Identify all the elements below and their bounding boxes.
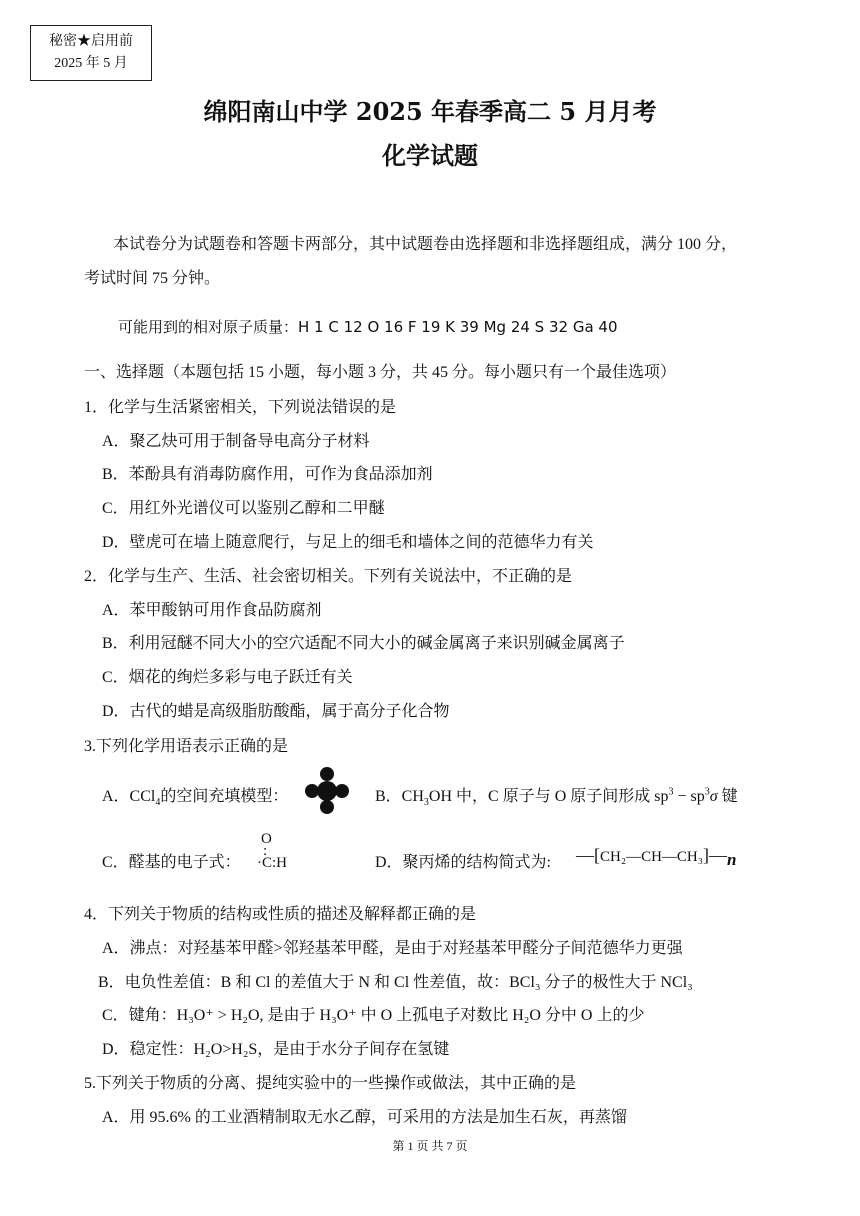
confidential-box [30,25,152,81]
page-footer: 第 1 页 共 7 页 [392,1139,468,1153]
aldehyde-electron-formula: O : ·C:H [257,831,287,871]
q2-option-c: C．烟花的绚烂多彩与电子跃迁有关 [102,669,353,686]
section-heading: 一、选择题（本题包括 15 小题，每小题 3 分，共 45 分。每小题只有一个最佳选项） [84,364,677,381]
q5-option-a: A．用 95.6% 的工业酒精制取无水乙醇，可采用的方法是加生石灰，再蒸馏 [102,1109,627,1126]
q2-option-d: D．古代的蜡是高级脂肪酸酯，属于高分子化合物 [102,703,450,720]
confidential-label: 秘密★启用前 [49,34,133,49]
q1-option-c: C．用红外光谱仪可以鉴别乙醇和二甲醚 [102,500,385,517]
atomic-masses: 可能用到的相对原子质量：H 1 C 12 O 16 F 19 K 39 Mg 24 S 32 Ga 40 [118,318,618,336]
q2-option-b: B．利用冠醚不同大小的空穴适配不同大小的碱金属离子来识别碱金属离子 [102,635,625,652]
q3-option-b: B．$CH_3OH$ 中，C 原子与 O 原子间形成 $sp^3 - sp^3\sigma$ 键 [375,786,738,809]
q1-option-d: D．壁虎可在墙上随意爬行，与足上的细毛和墙体之间的范德华力有关 [102,534,594,551]
q5-stem: 5.下列关于物质的分离、提纯实验中的一些操作或做法，其中正确的是 [84,1075,577,1092]
q3-stem: 3.下列化学用语表示正确的是 [84,738,289,755]
q4-option-a: A．沸点：对羟基苯甲醛>邻羟基苯甲醛，是由于对羟基苯甲醛分子间范德华力更强 [102,940,683,957]
q1-option-a: A．聚乙炔可用于制备导电高分子材料 [102,433,370,450]
q4-stem: 4．下列关于物质的结构或性质的描述及解释都正确的是 [84,906,477,923]
q4-option-c: C．键角：H₃O⁺ > H₂O, 是由于 H₃O⁺ 中 O 上孤电子对数比 H₂O 分中 O 上的少 [102,1007,645,1024]
ccl4-space-filling-model [303,767,351,815]
q4-option-d: D．稳定性：H₂O>H₂S，是由于水分子间存在氢键 [102,1041,450,1058]
q1-option-b: B．苯酚具有消毒防腐作用，可作为食品添加剂 [102,466,433,483]
intro-line-2: 考试时间 75 分钟。 [84,270,221,287]
q3-option-c: C．醛基的电子式： [102,854,241,871]
q3-option-d: D．聚丙烯的结构简式为: [375,854,552,871]
polypropylene-formula: $—[CH_2—CH—CH_3]—_n$ [576,845,737,869]
q1-stem: 1．化学与生活紧密相关，下列说法错误的是 [84,399,397,416]
q4-option-b: B．电负性差值：B 和 Cl 的差值大于 N 和 Cl 性差值，故：BCl₃ 分子的极性大于 NCl₃ [98,974,693,991]
q3-option-a: A．CCl$_4$的空间充填模型： [102,788,289,809]
q2-option-a: A．苯甲酸钠可用作食品防腐剂 [102,602,322,619]
intro-line-1: 本试卷分为试题卷和答题卡两部分，其中试题卷由选择题和非选择题组成，满分 100 分， [113,236,738,253]
q2-stem: 2．化学与生产、生活、社会密切相关。下列有关说法中，不正确的是 [84,568,573,585]
exam-title: 绵阳南山中学 2025 年春季高二 5 月月考 [203,97,657,126]
date-label: 2025 年 5 月 [54,56,128,71]
exam-subject: 化学试题 [382,141,478,170]
